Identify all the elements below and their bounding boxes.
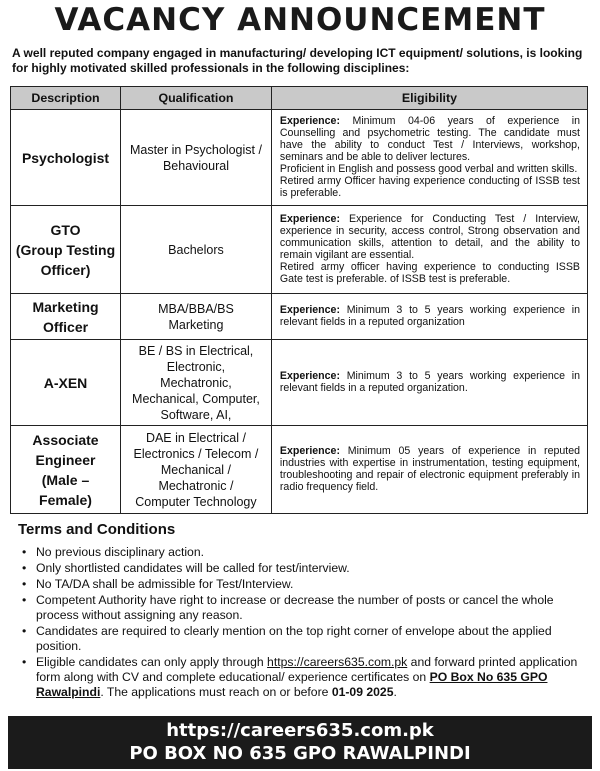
footer-banner [8,716,592,769]
intro-text: A well reputed company engaged in manufacturing/ developing ICT equipment/ solutions, is looking for highly motivated skilled professionals in the following disciplines: [12,46,583,75]
eligibility-cell: Experience: Minimum 3 to 5 years working experience in relevant fields in a reputed organization. [271,340,587,426]
header-description: Description [11,87,121,110]
list-item: • Competent Authority have right to increase or decrease the number of posts or cancel the whole process without assigning any reason. [22,593,554,622]
position-title: Psychologist [11,110,121,206]
list-item: • Eligible candidates can only apply through https://careers635.com.pk and forward printed application form along with CV and complete educational/ experience certificates on PO Box No 635 GPO Rawalpindi. The applications must reach on or before 01-09 2025. [22,655,578,699]
table-header-row [11,87,588,110]
position-title: Associate Engineer (Male – Female) [11,426,121,514]
table-row [11,340,588,426]
terms-list [22,545,588,701]
po-box-address: PO Box No 635 GPO Rawalpindi [36,670,548,699]
eligibility-cell: Experience: Experience for Conducting Test / Interview, experience in security, access control, Strong observation and communication skills, attention to detail, and the ability to remain vigilant are essential. Retired army officer having experience to conducting ISSB Gate test is preferable. of ISSB test is preferable. [271,206,587,294]
eligibility-cell: Experience: Minimum 04-06 years of experience in Counselling and psychometric testing. The candidate must have the ability to conduct Test / Interviews, workshop, seminars and be able to deliver lectures. Proficient in English and possess good verbal and written skills. Retired army Officer having experience conducting of ISSB test is preferable. [271,110,587,206]
table-row [11,110,588,206]
position-title: Marketing Officer [11,294,121,340]
bullet-icon: • [22,545,27,559]
list-item: • Candidates are required to clearly mention on the top right corner of envelope about the applied position. [22,624,552,653]
terms-heading: Terms and Conditions [18,521,176,538]
deadline-date: 01-09 2025 [331,685,394,699]
footer-address: PO BOX NO 635 GPO RAWALPINDI [129,743,471,764]
qualification-cell: BE / BS in Electrical, Electronic, Mechatronic, Mechanical, Computer, Software, AI, [121,340,272,426]
position-title: A-XEN [11,340,121,426]
careers-link[interactable]: https://careers635.com.pk [267,655,408,669]
bullet-icon: • [22,577,27,591]
qualification-cell: Master in Psychologist / Behavioural [121,110,272,206]
qualification-cell: DAE in Electrical / Electronics / Telecom / Mechanical / Mechatronic / Computer Technology [121,426,272,514]
eligibility-cell: Experience: Minimum 3 to 5 years working experience in relevant fields in a reputed organization [271,294,587,340]
table-row [11,426,588,514]
table-row [11,206,588,294]
bullet-icon: • [22,593,27,607]
list-item: • No previous disciplinary action. [22,545,204,559]
list-item: • No TA/DA shall be admissible for Test/Interview. [22,577,294,591]
qualification-cell: MBA/BBA/BS Marketing [121,294,272,340]
footer-website[interactable]: https://careers635.com.pk [166,720,434,741]
bullet-icon: • [22,561,27,575]
header-eligibility: Eligibility [271,87,587,110]
table-row [11,294,588,340]
header-qualification: Qualification [121,87,272,110]
list-item: • Only shortlisted candidates will be called for test/interview. [22,561,350,575]
eligibility-cell: Experience: Minimum 05 years of experience in reputed industries with expertise in instrumentation, testing equipment, troubleshooting and repair of electronic equipment preferably in radio frequency field. [271,426,587,514]
page-title: VACANCY ANNOUNCEMENT [54,2,546,38]
bullet-icon: • [22,624,27,638]
vacancy-table [10,86,588,514]
bullet-icon: • [22,655,27,669]
qualification-cell: Bachelors [121,206,272,294]
position-title: GTO (Group Testing Officer) [11,206,121,294]
